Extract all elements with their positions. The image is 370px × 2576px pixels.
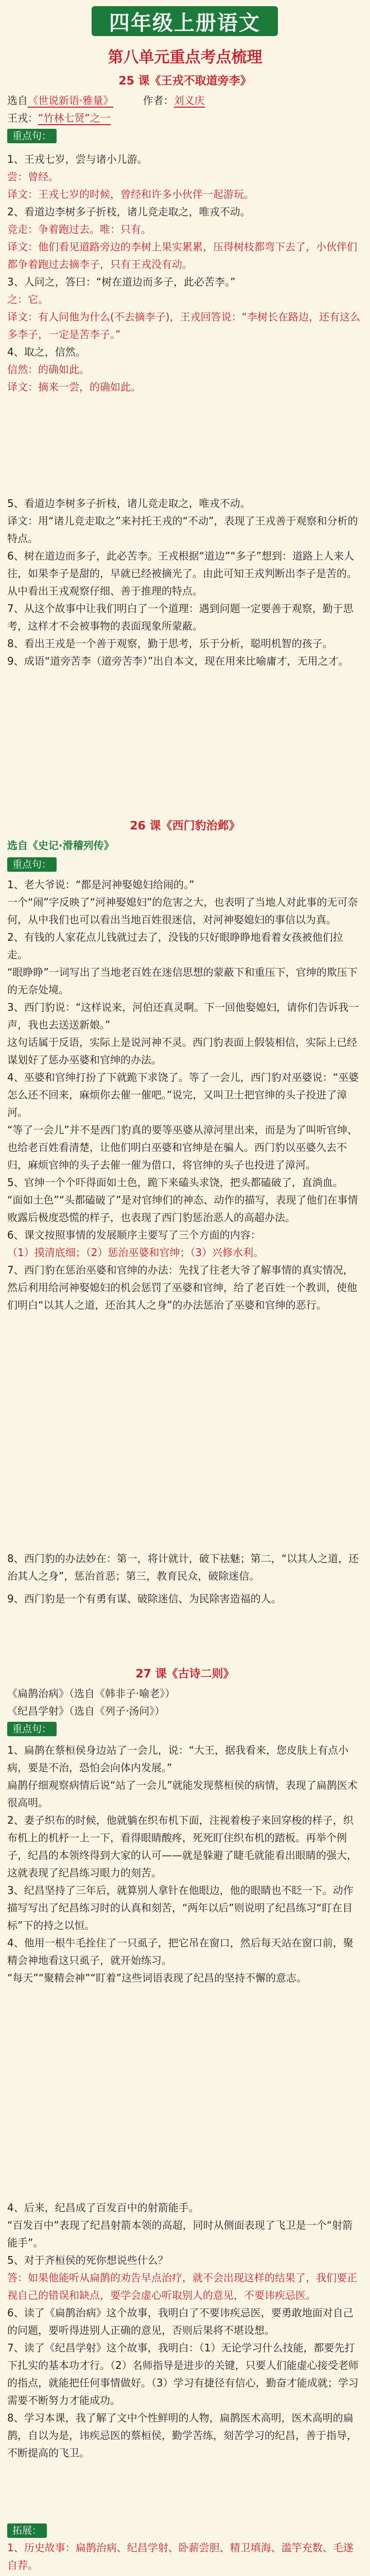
list-item: 译文：用“诸儿竞走取之”来衬托王戎的“不动”，表现了王戎善于观察和分析的特点。 (7, 515, 358, 545)
list-item: 一个“闹”字反映了“河神娶媳妇”的危害之大，也表明了当地人对此事的无可奈何，从中我们也可以看出当地百姓很迷信，对河神娶媳妇的事信以为真。 (7, 896, 358, 926)
wang-value: “竹林七贤”之一 (38, 112, 111, 124)
page-title: 四年级上册语文 (109, 11, 260, 35)
source-line: 《纪昌学射》（选自《列子·汤问》） (7, 1705, 165, 1717)
lesson-25-source (7, 92, 362, 144)
source-line: 《扁鹊治病》（选自《韩非子·喻老》） (7, 1687, 175, 1700)
lesson-26-body-2 (7, 1550, 362, 1607)
list-item: 2、有钱的人家花点儿钱就过去了，没钱的只好眼睁睁地看着女孩被他们拉走。 (7, 931, 343, 961)
list-item: “每天”“聚精会神”“盯着”这些词语表现了纪昌的坚持不懈的意志。 (7, 1972, 307, 1984)
key-sentence-tag: 重点句： (7, 129, 57, 143)
list-item: 3、人问之，答曰：“树在道边而多子，此必苦李。” (7, 276, 236, 288)
page-subtitle: 第八单元重点考点梳理 (108, 48, 262, 66)
lesson-26-tag-row (7, 855, 362, 873)
list-item: 尝：曾经。 (7, 171, 59, 183)
list-item: 1、历史故事：扁鹊治病、纪昌学射、卧薪尝胆、精卫填海、滥竽充数、毛遂自荐。 (7, 2541, 354, 2571)
list-item: 7、从这个故事中让我们明白了一个道理：遇到问题一定要善于观察，勤于思考，这样才不会被事物的表面现象所蒙蔽。 (7, 602, 354, 632)
list-item: 5、官绅一个个吓得面如土色，跪下来磕头求饶，把头都磕破了，直淌血。 (7, 1176, 343, 1189)
list-item: 8、西门豹的办法妙在：第一，将计就计，破下祛魅；第二，“以其人之道，还治其人之身”，惩治首恶；第三，教育民众，破除迷信。 (7, 1552, 359, 1582)
lesson-26-body (7, 876, 362, 1314)
lesson-25-body-2 (7, 495, 362, 670)
list-item: 5、看道边李树多子折枝，诸儿竞走取之，唯戎不动。 (7, 497, 251, 510)
lesson-25-body (7, 150, 362, 396)
lesson-26-source: 选自《史记·滑稽列传》 (7, 839, 114, 852)
lesson-27-body (7, 1741, 362, 1987)
list-item: “面如土色”“头都磕破了”是对官绅们的神态、动作的描写，表现了他们在事情败露后极度恐慌的样子，也表现了西门豹惩治恶人的高超办法。 (7, 1194, 358, 1224)
key-sentence-tag: 重点句： (7, 1722, 57, 1736)
lesson-25-heading: 25 课《王戎不取道旁李》 (118, 75, 252, 88)
list-item: 译文：王戎七岁的时候，曾经和许多小伙伴一起游玩。 (7, 188, 254, 200)
list-item: 7、读了《纪昌学射》这个故事，我明白：（1）无论学习什么技能，都要先打下扎实的基本功才行。（2）名师指导是进步的关键，只要人们能虚心接受老师的指点，就能把任何事情做好。（3）学习有捷径有信心，勤奋才能成就；学习需要不断努力才能成功。 (7, 2342, 359, 2406)
list-item: 扁鹊仔细观察病情后说“站了一会儿”就能发现蔡桓侯的病情，表现了扁鹊医术很高明。 (7, 1779, 358, 1809)
list-item: 译文：摘来一尝，的确如此。 (7, 381, 141, 393)
list-item: 8、学习本课，我了解了文中个性鲜明的人物，扁鹊医术高明，医术高明的扁鹊，自以为是，讳疾忌医的蔡桓侯，勤学苦练，刻苦学习的纪昌，善于指导，不断提高的飞卫。 (7, 2412, 357, 2459)
list-item: 2、妻子织布的时候，他就躺在织布机下面，注视着梭子来回穿梭的样子，织布机上的机杼一上一下，看得眼睛酸疼，死死盯住织布机的踏板。再举个例子，纪昌的本领终得到大家的认可——就是躲避了睫毛就能看出眼睛的强大，这就表现了纪昌练习眼力的刻苦。 (7, 1814, 357, 1879)
list-item: 5、对于齐桓侯的死你想说些什么？ (7, 2254, 168, 2266)
source-book: 《世说新语·雅量》 (28, 94, 114, 107)
lesson-27-body-2 (7, 2199, 362, 2462)
list-item: 4、他用一根牛毛拴住了一只虱子，把它吊在窗口，然后每天站在窗口前，聚精会神地看这只虱子，就开始练习。 (7, 1937, 354, 1967)
list-item: 之：它。 (7, 293, 48, 306)
list-item: 4、巫婆和官绅打扮了下就跪下求饶了。等了一会儿，西门豹对巫婆说：“巫婆怎么还不回来，麻烦你去催一催吧。”说完，又叫卫士把官绅的头子投进了漳河。 (7, 1071, 359, 1118)
key-sentence-tag: 重点句： (7, 857, 57, 872)
list-item (7, 2574, 362, 2576)
list-item: 9、西门豹是一个有勇有谋、破除迷信、为民除害造福的人。 (7, 1592, 281, 1605)
extension-tag: 拓展： (7, 2523, 47, 2538)
list-item: 信然：的确如此。 (7, 363, 90, 376)
list-item: 6、课文按照事情的发展顺序主要写了三个方面的内容： (7, 1229, 261, 1241)
list-item: 答：如果他能听从扁鹊的劝告早点治疗，就不会出现这样的结果了，我们要正视自己的错误和缺点，要学会虚心听取别人的意见，不要讳疾忌医。 (7, 2272, 357, 2301)
lesson-27-heading: 27 课《古诗二则》 (135, 1668, 235, 1681)
list-item: 1、王戎七岁，尝与诸小儿游。 (7, 153, 148, 165)
list-item: 1、扁鹊在蔡桓侯身边站了一会儿，说：“大王，据我看来，您皮肤上有点小病，要是不治，恐怕会向体内发展。” (7, 1744, 349, 1774)
title-banner (92, 6, 278, 36)
list-item: 4、取之，信然。 (7, 346, 86, 358)
list-item: 3、西门豹说：“这样说来，河伯还真灵啊。下一回他娶媳妇，请你们告诉我一声，我也去送送新娘。” (7, 1001, 359, 1031)
list-item: 译文：有人问他为什么(不去摘李子)，王戎回答说：“李树长在路边，还有这么多李子，一定是苦李子。” (7, 311, 360, 341)
list-item: 8、看出王戎是一个善于观察，勤于思考，乐于分析，聪明机智的孩子。 (7, 637, 333, 650)
list-item: 6、树在道边而多子，此必苦李。王戎根据“道边”“多子”想到：道路上人来人往，如果李子是甜的，早就已经被摘光了。由此可知王戎判断出李子是苦的。从中看出王戎观察仔细、善于推理的特点。 (7, 550, 357, 597)
author-name: 刘义庆 (173, 94, 205, 107)
list-item: 3、纪昌坚持了三年后，就算别人拿针在他眼边，他的眼睛也不眨一下。动作描写写出了纪昌练习时的认真和刻苦，“两年以后”则说明了纪昌练习“盯在目标”下的持之以恒。 (7, 1884, 354, 1931)
source-label: 选自 (7, 94, 28, 107)
list-item: 这句话属于反语，实际上是说河神不灵。西门豹表面上假装相信，实际上已经谋划好了惩办巫婆和官绅的办法。 (7, 1036, 357, 1066)
list-item: 2、看道边李树多子折枝，诸儿竞走取之，唯戎不动。 (7, 206, 251, 218)
list-item: 1、老大爷说：“都是河神娶媳妇给闹的。” (7, 878, 195, 891)
list-item: 竞走：争着跑过去。唯：只有。 (7, 223, 151, 235)
list-item: 7、西门豹在惩治巫婆和官绅的办法：先找了往老大爷了解事情的真实情况，然后利用给河神娶媳妇的机会惩罚了巫婆和官绅，给了老百姓一个教训，使他们明白“以其人之道，还治其人之身”的办法惩治了巫婆和官绅的恶行。 (7, 1264, 357, 1311)
lesson-26-heading: 26 课《西门豹治邺》 (130, 820, 240, 833)
list-item: “百发百中”表现了纪昌射箭本领的高超，同时从侧面表现了飞卫是一个“射箭能手”。 (7, 2219, 353, 2249)
list-item: “眼睁睁”一词写出了当地老百姓在迷信思想的蒙蔽下和重压下，官绅的欺压下的无奈处境。 (7, 966, 358, 996)
author-label: 作者： (143, 94, 174, 107)
list-item: 译文：他们看见道路旁边的李树上果实累累，压得树枝都弯下去了，小伙伴们都争着跑过去摘李子，只有王戎没有动。 (7, 241, 357, 270)
list-item: “等了一会儿”并不是西门豹真的要等巫婆从漳河里出来，而是为了叫听官绅、也给老百姓看清楚，让他们明白巫婆和官绅是在骗人。西门豹以巫婆久去不归，麻烦官绅的头子去催一催为借口，将官绅的头子也投进了漳河。 (7, 1124, 358, 1171)
lesson-27-sources (7, 1685, 362, 1737)
list-item: 4、后来，纪昌成了百发百中的射箭能手。 (7, 2201, 199, 2214)
list-item: （1）摸清底细；（2）惩治巫婆和官绅；（3）兴修水利。 (7, 1246, 264, 1259)
wang-label: 王戎： (7, 112, 38, 124)
extension-section (7, 2521, 362, 2576)
list-item: 6、读了《扁鹊治病》这个故事，我明白了不要讳疾忌医，要勇敢地面对自己的问题，要听得进别人正确的意见，否则后果将不堪设想。 (7, 2307, 354, 2336)
list-item: 9、成语“道旁苦李（道旁苦李）”出自本文，现在用来比喻庸才，无用之才。 (7, 655, 349, 667)
